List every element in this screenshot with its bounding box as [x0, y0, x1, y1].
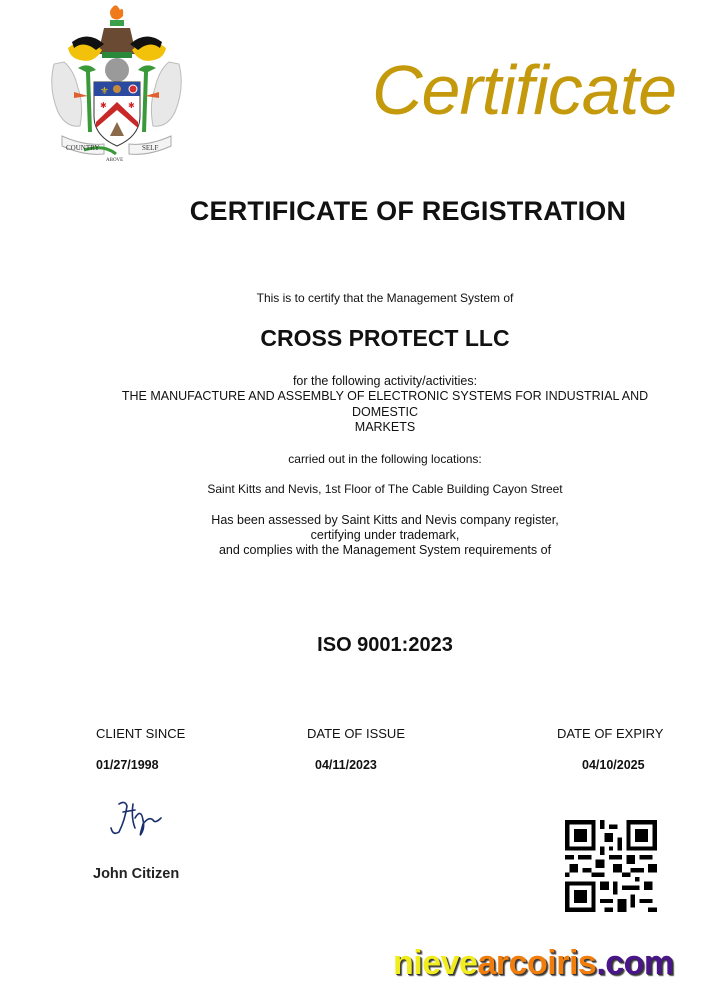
- watermark-part: nieve: [393, 944, 478, 982]
- watermark-part: .com: [596, 944, 674, 982]
- svg-text:COUNTRY: COUNTRY: [66, 144, 100, 152]
- svg-text:ABOVE: ABOVE: [106, 158, 124, 163]
- coat-of-arms-icon: [44, 4, 189, 164]
- activity-line: THE MANUFACTURE AND ASSEMBLY OF ELECTRONIC SYSTEMS FOR INDUSTRIAL AND: [121, 389, 649, 403]
- date-of-expiry-value: 04/10/2025: [582, 758, 645, 772]
- watermark-logo: [393, 944, 674, 983]
- svg-text:✱: ✱: [100, 101, 107, 110]
- svg-text:⚜: ⚜: [100, 86, 109, 97]
- iso-standard: ISO 9001:2023: [317, 634, 453, 656]
- client-since-value: 01/27/1998: [96, 758, 159, 772]
- assessment-line: Has been assessed by Saint Kitts and Nevis company register,: [211, 513, 559, 527]
- activity-description: [25, 389, 720, 436]
- intro-text: This is to certify that the Management System of: [256, 291, 514, 305]
- activity-line: MARKETS: [354, 420, 416, 434]
- signer-name: John Citizen: [93, 866, 180, 882]
- page-title: CERTIFICATE OF REGISTRATION: [189, 196, 627, 226]
- date-of-issue-value: 04/11/2023: [315, 758, 377, 772]
- date-of-issue-label: DATE OF ISSUE: [307, 726, 405, 741]
- date-of-expiry-label: DATE OF EXPIRY: [557, 726, 664, 741]
- assessment-text: [25, 513, 720, 558]
- signature-icon: [105, 798, 167, 840]
- svg-text:✱: ✱: [128, 101, 135, 110]
- client-since-label: CLIENT SINCE: [96, 726, 186, 741]
- activity-label: for the following activity/activities:: [292, 374, 478, 388]
- svg-text:SELF: SELF: [142, 144, 159, 152]
- assessment-line: and complies with the Management System requirements of: [218, 543, 552, 557]
- certificate-heading: Certificate: [372, 51, 677, 129]
- locations-label: carried out in the following locations:: [288, 452, 482, 466]
- company-name: CROSS PROTECT LLC: [260, 325, 510, 351]
- watermark-part: arcoiris: [477, 944, 597, 982]
- assessment-line: certifying under trademark,: [310, 528, 460, 542]
- activity-line: DOMESTIC: [352, 404, 418, 419]
- qr-code-icon[interactable]: [565, 820, 657, 912]
- location-address: Saint Kitts and Nevis, 1st Floor of The Cable Building Cayon Street: [207, 482, 563, 496]
